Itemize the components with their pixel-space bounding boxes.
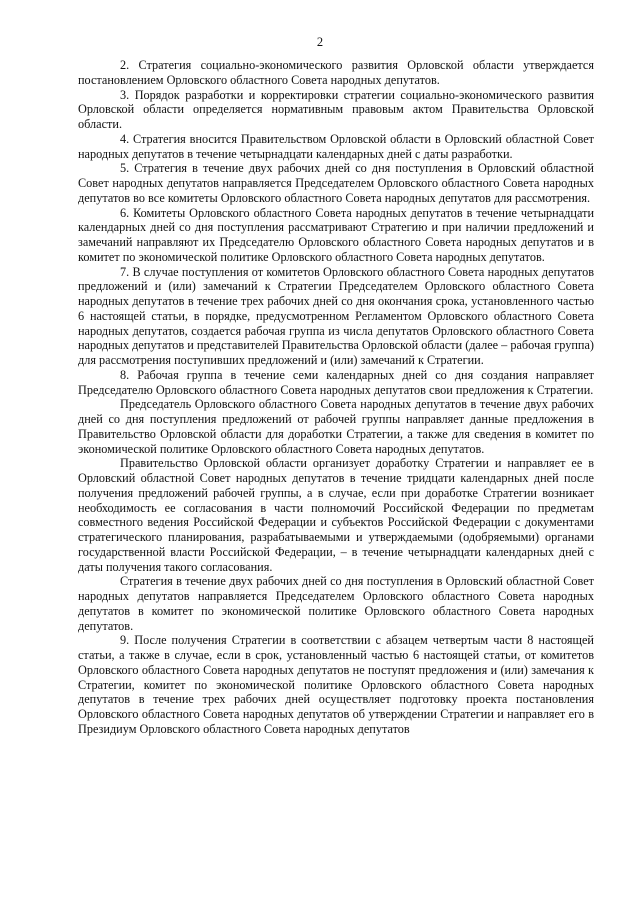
paragraph: 3. Порядок разработки и корректировки стратегии социально-экономического развития Орловской области определяется нормативным правовым актом Правительства Орловской области. xyxy=(78,87,594,131)
paragraph: 6. Комитеты Орловского областного Совета народных депутатов в течение четырнадцати календарных дней со дня поступления рассматривают Стратегию и при наличии предложений и замечаний направляют их Председателю Орловского областного Совета народных депутатов и в комитет по экономической политике Орловского областного Совета народных депутатов. xyxy=(78,205,594,264)
paragraph: 5. Стратегия в течение двух рабочих дней со дня поступления в Орловский областной Совет народных депутатов направляется Председателем Орловского областного Совета народных депутатов во все комитеты Орловского областного Совета народных депутатов для рассмотрения. xyxy=(78,161,594,205)
paragraph: 9. После получения Стратегии в соответствии с абзацем четвертым части 8 настоящей статьи, а также в случае, если в срок, установленный частью 6 настоящей статьи, от комитетов Орловского областного Совета народных депутатов не поступят предложения и (или) замечания к Стратегии, комитет по экономической политике Орловского областного Совета народных депутатов в течение трех рабочих дней осуществляет подготовку проекта постановления Орловского областного Совета народных депутатов об утверждении Стратегии и направляет его в Президиум Орловского областного Совета народных депутатов xyxy=(78,633,594,736)
page-number: 2 xyxy=(316,35,324,49)
document-body xyxy=(78,58,594,737)
paragraph: Стратегия в течение двух рабочих дней со дня поступления в Орловский областной Совет народных депутатов направляется Председателем Орловского областного Совета народных депутатов в комитет по экономической политике Орловского областного Совета народных депутатов. xyxy=(78,574,594,633)
paragraph: Председатель Орловского областного Совета народных депутатов в течение двух рабочих дней со дня поступления предложений от рабочей группы направляет данные предложения в Правительство Орловской области для доработки Стратегии, а также для сведения в комитет по экономической политике Орловского областного Совета народных депутатов. xyxy=(78,397,594,456)
paragraph: Правительство Орловской области организует доработку Стратегии и направляет ее в Орловский областной Совет народных депутатов в течение тридцати календарных дней после получения предложений рабочей группы, а в случае, если при доработке Стратегии возникает необходимость ее согласования в части полномочий Российской Федерации по предметам совместного ведения Российской Федерации и субъектов Российской Федерации с документами стратегического планирования, разрабатываемыми и утверждаемыми (одобряемыми) органами государственной власти Российской Федерации, – в течение четырнадцати календарных дней с даты получения такого согласования. xyxy=(78,456,594,574)
paragraph: 8. Рабочая группа в течение семи календарных дней со дня создания направляет Председателю Орловского областного Совета народных депутатов свои предложения к Стратегии. xyxy=(78,367,594,397)
paragraph: 4. Стратегия вносится Правительством Орловской области в Орловский областной Совет народных депутатов в течение четырнадцати календарных дней с даты разработки. xyxy=(78,131,594,161)
paragraph: 2. Стратегия социально-экономического развития Орловской области утверждается постановлением Орловского областного Совета народных депутатов. xyxy=(78,58,594,87)
paragraph: 7. В случае поступления от комитетов Орловского областного Совета народных депутатов предложений и (или) замечаний к Стратегии Председателем Орловского областного Совета народных депутатов в течение трех рабочих дней со дня окончания срока, установленного частью 6 настоящей статьи, в порядке, предусмотренном Регламентом Орловского областного Совета народных депутатов, создается рабочая группа из числа депутатов Орловского областного Совета народных депутатов и представителей Правительства Орловской области (далее – рабочая группа) для рассмотрения поступивших предложений и (или) замечаний к Стратегии. xyxy=(78,264,594,367)
